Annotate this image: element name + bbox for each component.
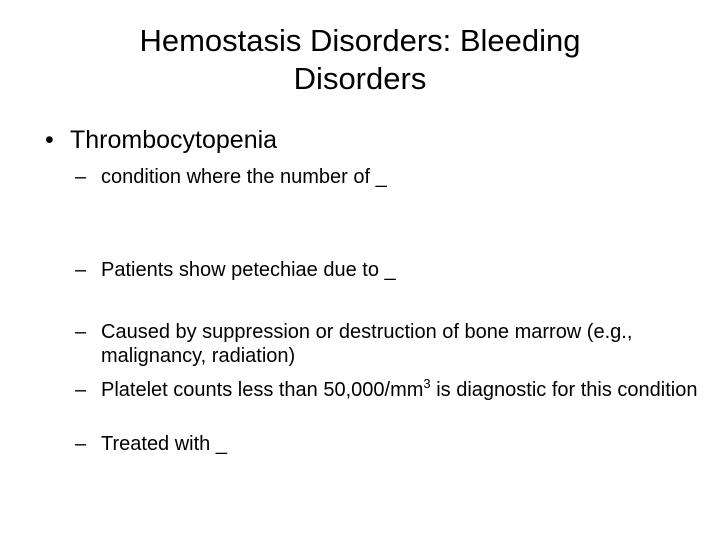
- bullet-thrombocytopenia: [45, 124, 277, 156]
- subpoint-text: [75, 378, 701, 402]
- bullet-marker: •: [45, 126, 54, 154]
- dash-marker: –: [75, 166, 87, 188]
- dash-marker: –: [75, 433, 87, 455]
- subpoint-text: Caused by suppression or destruction of bone marrow (e.g., malignancy, radiation): [101, 321, 633, 367]
- dash-marker: –: [75, 321, 87, 343]
- subpoint-text: Patients show petechiae due to _: [101, 259, 396, 281]
- superscript-exponent: 3: [423, 376, 431, 391]
- dash-marker: –: [75, 379, 87, 401]
- subpoint-cause: [75, 320, 701, 368]
- subpoint-platelet-count: [75, 378, 701, 402]
- platelet-count-text: Platelet counts less than 50,000/mm: [101, 379, 424, 401]
- title-line-2: Disorders: [293, 61, 427, 96]
- subpoint-definition: [75, 165, 701, 189]
- slide-title: [60, 22, 660, 98]
- subpoint-text: condition where the number of _: [101, 166, 387, 188]
- bullet-text: Thrombocytopenia: [70, 126, 278, 154]
- title-line-1: Hemostasis Disorders: Bleeding: [139, 23, 581, 58]
- subpoint-petechiae: [75, 258, 701, 282]
- subpoint-treatment: [75, 432, 701, 456]
- diagnostic-text: is diagnostic for this condition: [430, 379, 698, 401]
- subpoint-text: Treated with _: [101, 433, 227, 455]
- dash-marker: –: [75, 259, 87, 281]
